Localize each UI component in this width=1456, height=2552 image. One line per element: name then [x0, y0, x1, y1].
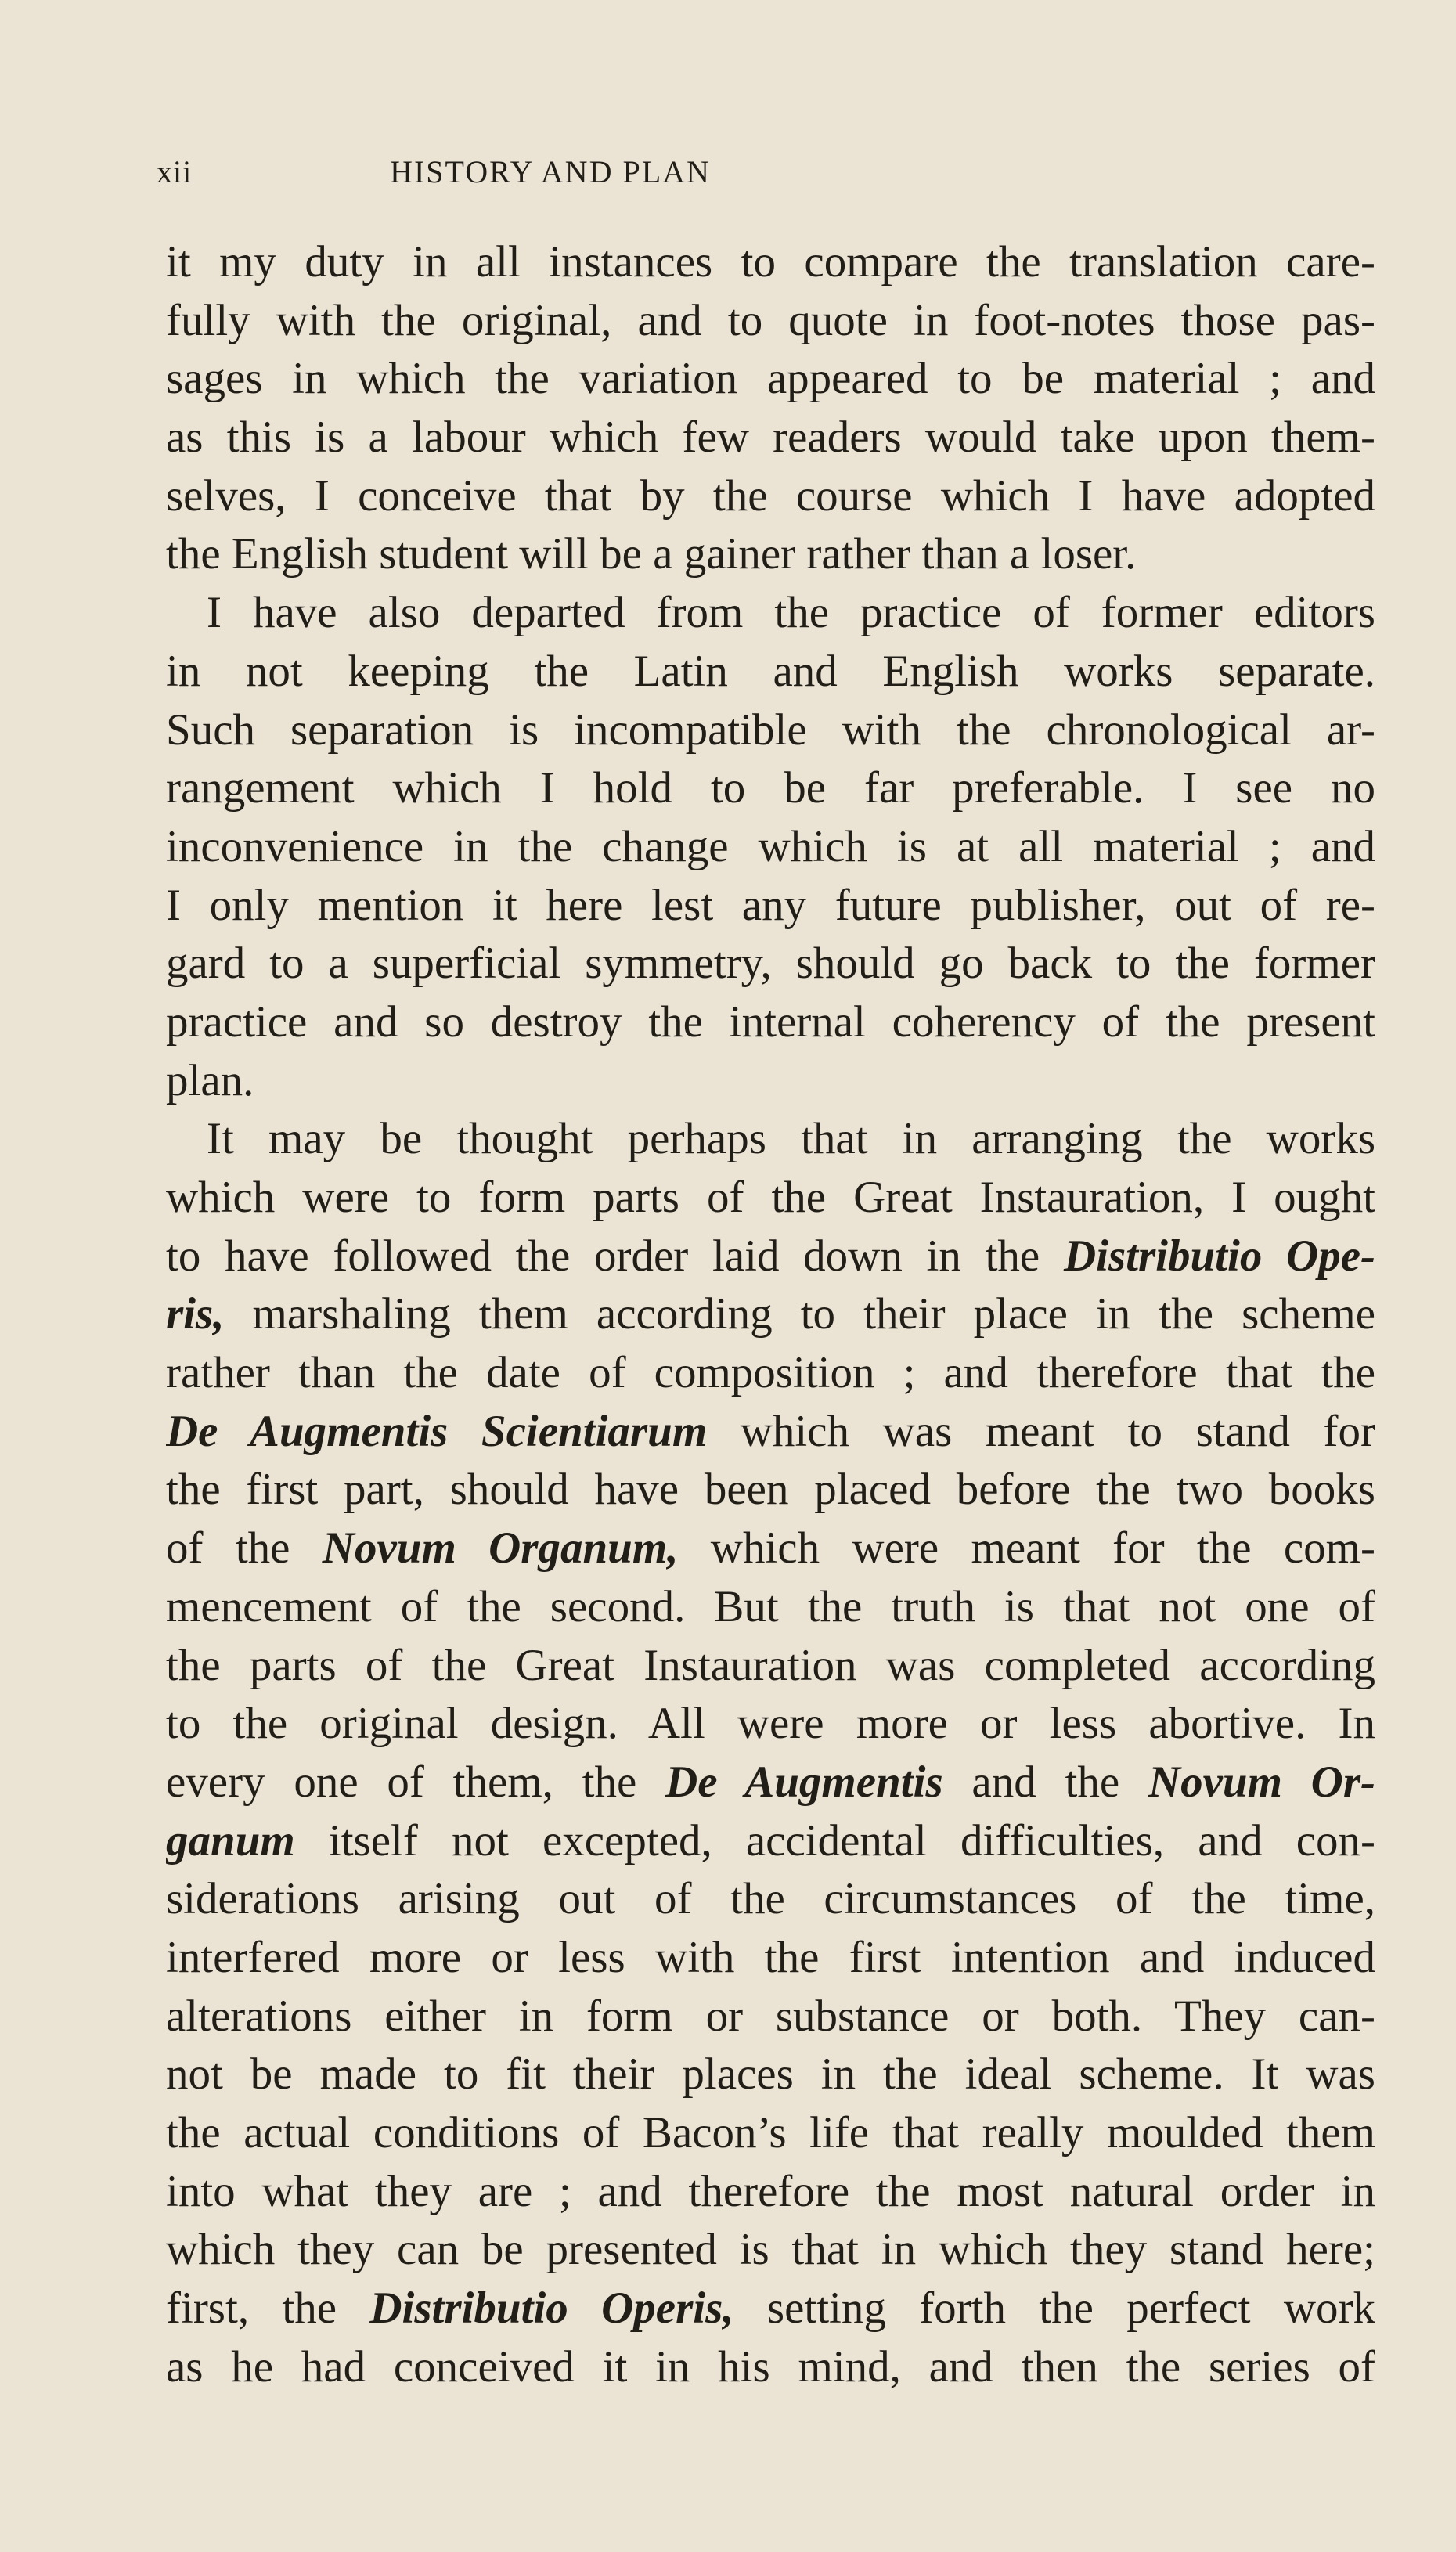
line-text: inconvenience in the change which is at all material ; and: [166, 821, 1375, 871]
line-text: It may be thought perhaps that in arranging the works: [207, 1114, 1375, 1164]
text-line: [166, 1988, 1375, 2046]
line-text: which they can be presented is that in which they stand here;: [166, 2225, 1375, 2275]
line-text: as this is a labour which few readers would take upon them-: [166, 413, 1375, 463]
text-line: [166, 2163, 1375, 2222]
text-line: [166, 350, 1375, 409]
page-header: [157, 149, 947, 196]
text-line: [166, 1870, 1375, 1929]
line-text: alterations either in form or substance or both. They can-: [166, 1991, 1375, 2041]
running-title: HISTORY AND PLAN: [390, 154, 711, 189]
text-line: [166, 643, 1375, 701]
text-line: [166, 292, 1375, 351]
text-line: [166, 1637, 1375, 1696]
line-text: I have also departed from the practice of former editors: [207, 588, 1375, 638]
italic-title-text: Distributio Ope-: [1063, 1231, 1375, 1281]
line-text: Such separation is incompatible with the chronological ar-: [166, 705, 1375, 755]
text-line: [166, 2338, 1375, 2397]
text-line: [166, 1929, 1375, 1988]
text-line: [166, 1344, 1375, 1403]
text-line: [166, 759, 1375, 818]
text-line: [166, 701, 1375, 760]
text-line: [166, 2046, 1375, 2104]
line-text: practice and so destroy the internal coherency of the present: [166, 997, 1375, 1047]
text-line: [166, 1110, 1375, 1169]
line-text: to have followed the order laid down in the: [166, 1231, 1064, 1281]
line-text: as he had conceived it in his mind, and then the series of: [166, 2341, 1375, 2392]
line-text: siderations arising out of the circumstances of the time,: [166, 1874, 1375, 1924]
line-text: in not keeping the Latin and English works separate.: [166, 646, 1375, 696]
text-line: [166, 935, 1375, 993]
text-line: [166, 1695, 1375, 1754]
text-line: [166, 584, 1375, 643]
line-text: rather than the date of composition ; and therefore that the: [166, 1348, 1375, 1398]
italic-title-text: Distributio Operis,: [369, 2283, 734, 2334]
text-line: [166, 1461, 1375, 1519]
text-line: [166, 2280, 1375, 2338]
italic-title-text: Novum Or-: [1148, 1757, 1375, 1807]
text-line: [166, 1754, 1375, 1812]
page-number: xii: [157, 154, 193, 189]
italic-title-text: ris,: [166, 1289, 225, 1339]
text-line: [166, 1403, 1375, 1462]
line-text: the parts of the Great Instauration was completed according: [166, 1640, 1375, 1690]
line-text: first, the: [166, 2283, 370, 2334]
text-line: [166, 1812, 1375, 1871]
line-text: not be made to fit their places in the ideal scheme. It was: [166, 2049, 1375, 2100]
italic-title-text: De Augmentis Scientiarum: [166, 1406, 708, 1456]
text-line: [166, 1227, 1375, 1286]
line-text: I only mention it here lest any future publisher, out of re-: [166, 880, 1375, 930]
text-line: [166, 1052, 1375, 1111]
italic-title-text: De Augmentis: [665, 1757, 943, 1807]
line-text: which was meant to stand for: [707, 1406, 1375, 1456]
line-text: setting forth the perfect work: [733, 2283, 1375, 2334]
text-line: [166, 1285, 1375, 1344]
text-line: [166, 993, 1375, 1052]
line-text: selves, I conceive that by the course which I have adopted: [166, 470, 1375, 521]
text-line: [166, 1578, 1375, 1637]
body-text: [166, 233, 1375, 2396]
line-text: it my duty in all instances to compare the translation care-: [166, 237, 1375, 287]
line-text: which were to form parts of the Great Instauration, I ought: [166, 1173, 1375, 1222]
text-line: [166, 467, 1375, 526]
line-text: interfered more or less with the first intention and induced: [166, 1932, 1375, 1982]
italic-title-text: ganum: [166, 1815, 295, 1865]
text-line: [166, 877, 1375, 935]
line-text: every one of them, the: [166, 1757, 666, 1807]
line-text: the actual conditions of Bacon’s life that really moulded them: [166, 2108, 1375, 2157]
line-text: gard to a superficial symmetry, should go back to the former: [166, 939, 1375, 989]
text-line: [166, 1519, 1375, 1578]
text-line: [166, 818, 1375, 877]
line-text: which were meant for the com-: [678, 1523, 1375, 1573]
line-text: marshaling them according to their place in the scheme: [224, 1289, 1375, 1339]
line-text: mencement of the second. But the truth is that not one of: [166, 1581, 1375, 1631]
italic-title-text: Novum Organum,: [322, 1523, 679, 1573]
line-text: plan.: [166, 1055, 254, 1105]
line-text: to the original design. All were more or less abortive. In: [166, 1699, 1375, 1749]
line-text: fully with the original, and to quote in foot-notes those pas-: [166, 295, 1375, 345]
text-line: [166, 525, 1375, 584]
text-line: [166, 233, 1375, 292]
line-text: rangement which I hold to be far preferable. I see no: [166, 763, 1375, 813]
line-text: the first part, should have been placed before the two books: [166, 1465, 1375, 1515]
text-line: [166, 1169, 1375, 1227]
line-text: into what they are ; and therefore the most natural order in: [166, 2166, 1375, 2216]
line-text: itself not excepted, accidental difficulties, and con-: [294, 1815, 1375, 1865]
text-line: [166, 409, 1375, 467]
line-text: the English student will be a gainer rather than a loser.: [166, 529, 1137, 579]
line-text: and the: [942, 1757, 1148, 1807]
text-line: [166, 2104, 1375, 2163]
line-text: of the: [166, 1523, 323, 1573]
text-line: [166, 2221, 1375, 2280]
line-text: sages in which the variation appeared to be material ; and: [166, 354, 1375, 404]
